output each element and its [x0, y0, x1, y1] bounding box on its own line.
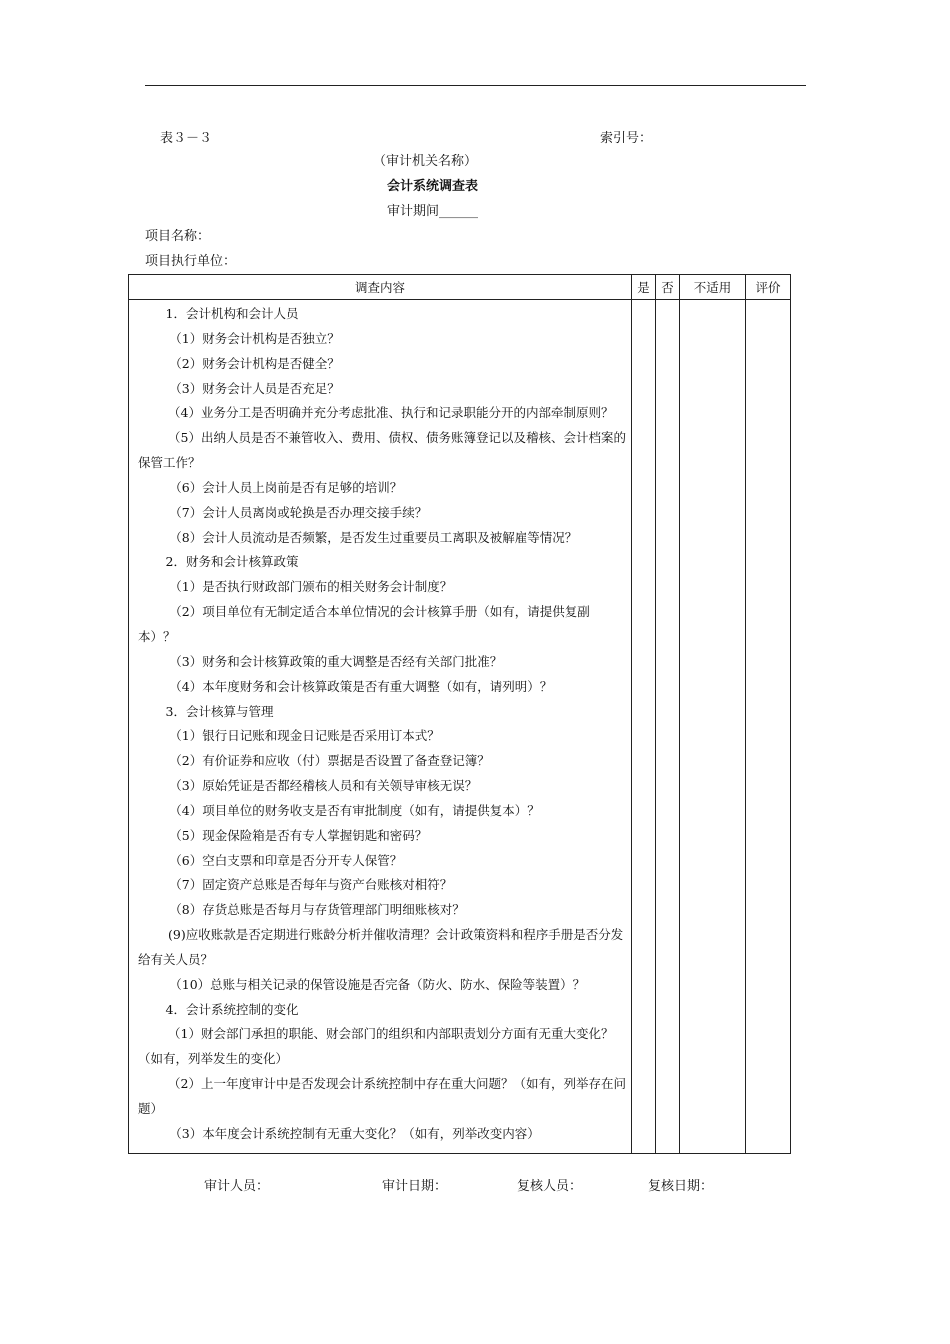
- survey-question: （8）会计人员流动是否频繁，是否发生过重要员工离职及被解雇等情况？: [169, 529, 578, 545]
- col-header-content: 调查内容: [129, 275, 632, 300]
- review-date-label: 复核日期：: [648, 1179, 714, 1194]
- auditor-label: 审计人员：: [204, 1179, 270, 1194]
- survey-question: （4）业务分工是否明确并充分考虑批准、执行和记录职能分开的内部牵制原则？: [168, 405, 614, 421]
- col-header-na: 不适用: [680, 275, 746, 300]
- survey-question: （3）财务和会计核算政策的重大调整是否经有关部门批准？: [169, 653, 503, 669]
- survey-content-cell: [129, 300, 632, 1154]
- survey-table: [128, 274, 791, 1154]
- no-column[interactable]: [656, 300, 680, 1154]
- survey-question: （1）财务会计机构是否独立？: [169, 330, 340, 346]
- survey-question: （7）会计人员离岗或轮换是否办理交接手续？: [169, 504, 428, 520]
- top-rule: [145, 85, 806, 86]
- na-column[interactable]: [680, 300, 746, 1154]
- survey-question: （7）固定资产总账是否每年与资产台账核对相符？: [169, 877, 453, 893]
- survey-question: （1）银行日记账和现金日记账是否采用订本式？: [169, 728, 440, 744]
- survey-question: （2）有价证券和应收（付）票据是否设置了备查登记簿？: [169, 753, 490, 769]
- audit-date-label: 审计日期：: [382, 1179, 448, 1194]
- col-header-yes: 是: [632, 275, 656, 300]
- col-header-evaluation: 评价: [746, 275, 791, 300]
- survey-question: （3）财务会计人员是否充足？: [169, 380, 340, 396]
- project-name-label: 项目名称：: [145, 229, 211, 244]
- section-heading: 1．会计机构和会计人员: [165, 306, 299, 321]
- survey-question: （2）上一年度审计中是否发现会计系统控制中存在重大问题？（如有，列举存在问题）: [138, 1076, 626, 1116]
- survey-question: （1）是否执行财政部门颁布的相关财务会计制度？: [169, 579, 453, 595]
- table-header-row: [129, 275, 791, 300]
- table-body-row: [129, 300, 791, 1154]
- evaluation-column[interactable]: [746, 300, 791, 1154]
- index-label: 索引号：: [600, 131, 653, 146]
- audit-period: 审计期间______: [387, 204, 479, 219]
- survey-question: （6）空白支票和印章是否分开专人保管？: [169, 852, 403, 868]
- survey-question: （5）出纳人员是否不兼管收入、费用、债权、债务账簿登记以及稽核、会计档案的保管工作？: [138, 430, 626, 471]
- yes-column[interactable]: [632, 300, 656, 1154]
- survey-question: (9)应收账款是否定期进行账龄分析并催收清理？会计政策资料和程序手册是否分发给有关人员？: [138, 927, 624, 967]
- survey-question: （3）本年度会计系统控制有无重大变化？（如有，列举改变内容）: [169, 1125, 540, 1141]
- survey-question: （3）原始凭证是否都经稽核人员和有关领导审核无误？: [169, 778, 478, 794]
- agency-name: （审计机关名称）: [373, 154, 478, 169]
- survey-question: 本）？: [138, 628, 176, 644]
- reviewer-label: 复核人员：: [517, 1179, 583, 1194]
- survey-question: （4）项目单位的财务收支是否有审批制度（如有，请提供复本）？: [169, 802, 540, 818]
- section-heading: 2．财务和会计核算政策: [165, 554, 299, 570]
- survey-question: （5）现金保险箱是否有专人掌握钥匙和密码？: [169, 827, 428, 843]
- survey-question: （1）财会部门承担的职能、财会部门的组织和内部职责划分方面有无重大变化？（如有，列举发生的变化）: [138, 1026, 614, 1067]
- survey-question: （8）存货总账是否每月与存货管理部门明细账核对？: [169, 902, 465, 918]
- project-unit-label: 项目执行单位：: [145, 254, 237, 269]
- col-header-no: 否: [656, 275, 680, 300]
- section-heading: 3．会计核算与管理: [165, 703, 274, 719]
- survey-question: （10）总账与相关记录的保管设施是否完备（防火、防水、保险等装置）？: [169, 976, 586, 992]
- survey-question: （2）财务会计机构是否健全？: [169, 355, 340, 371]
- survey-question: （6）会计人员上岗前是否有足够的培训？: [169, 479, 403, 495]
- survey-question: （4）本年度财务和会计核算政策是否有重大调整（如有，请列明）？: [169, 678, 553, 694]
- document-title: 会计系统调查表: [387, 179, 479, 194]
- section-heading: 4．会计系统控制的变化: [165, 1001, 299, 1017]
- survey-question: （2）项目单位有无制定适合本单位情况的会计核算手册（如有，请提供复副: [169, 604, 590, 620]
- table-number: 表３－３: [160, 131, 213, 146]
